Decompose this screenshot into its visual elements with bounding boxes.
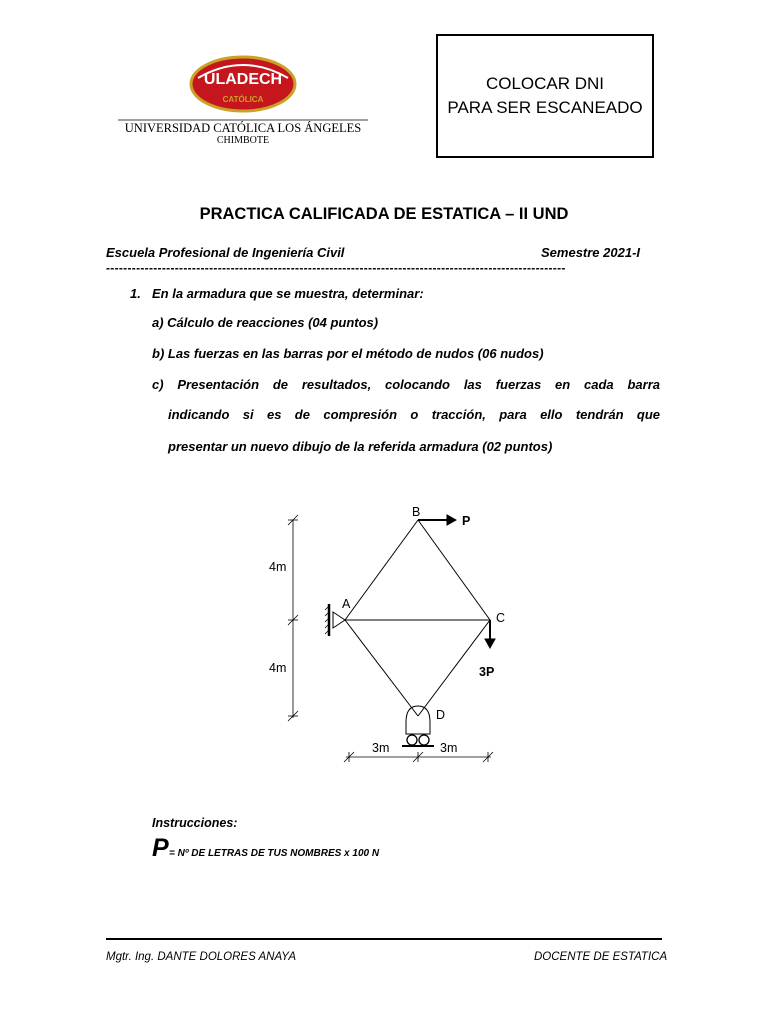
university-city: CHIMBOTE [216, 135, 270, 146]
university-name: UNIVERSIDAD CATÓLICA LOS ÁNGELES [124, 121, 362, 135]
p-symbol: P [152, 834, 169, 862]
dim-label-bottom: 4m [269, 661, 287, 675]
vertical-dimension [288, 515, 298, 721]
dim-label-left: 3m [372, 741, 390, 755]
dim-label-right: 3m [440, 741, 458, 755]
separator-line: ----------------------------------------------------------------------------------------------------------- [106, 261, 566, 275]
bar-ab [345, 520, 418, 620]
truss-diagram [260, 498, 520, 773]
dni-line-1: COLOCAR DNI [485, 74, 605, 93]
item-c-line-1: c) Presentación de resultados, colocando las fuerzas en cada barra [152, 377, 660, 392]
node-label-d: D [436, 708, 446, 722]
node-label-c: C [496, 611, 506, 625]
instructions-label: Instrucciones: [152, 816, 238, 830]
load-label-3p: 3P [479, 665, 495, 679]
footer-teacher-name: Mgtr. Ing. DANTE DOLORES ANAYA [106, 951, 297, 963]
horizontal-dimension [344, 752, 493, 762]
p-definition: = Nº DE LETRAS DE TUS NOMBRES x 100 N [169, 848, 380, 859]
dni-box [436, 34, 654, 158]
dim-label-top: 4m [269, 560, 287, 574]
footer-role: DOCENTE DE ESTATICA [534, 951, 668, 963]
semester-label: Semestre 2021-I [541, 245, 641, 260]
uladech-logo-icon [118, 50, 368, 150]
question-number: 1. [130, 286, 141, 301]
bar-ad [345, 620, 418, 716]
bar-bc [418, 520, 490, 620]
item-b: b) Las fuerzas en las barras por el método de nudos (06 nudos) [152, 346, 544, 361]
item-c-line-2: indicando si es de compresión o tracción, para ello tendrán que [168, 407, 660, 422]
page-title: PRACTICA CALIFICADA DE ESTATICA – II UND [199, 205, 569, 223]
school-name: Escuela Profesional de Ingeniería Civil [106, 245, 345, 260]
item-c-line-3: presentar un nuevo dibujo de la referida armadura (02 puntos) [168, 439, 553, 454]
node-label-b: B [412, 505, 421, 519]
item-a: a) Cálculo de reacciones (04 puntos) [152, 315, 379, 330]
node-label-a: A [342, 597, 351, 611]
roller-support-d-icon [402, 706, 434, 746]
question-text: En la armadura que se muestra, determinar: [152, 286, 424, 301]
footer-divider [106, 938, 662, 940]
load-arrow-p-icon [418, 515, 456, 525]
load-label-p: P [462, 514, 471, 528]
university-logo [118, 50, 368, 150]
dni-line-2: PARA SER ESCANEADO [447, 98, 643, 117]
logo-text: ULADECH [203, 71, 283, 88]
logo-subtext: CATÓLICA [222, 95, 264, 104]
